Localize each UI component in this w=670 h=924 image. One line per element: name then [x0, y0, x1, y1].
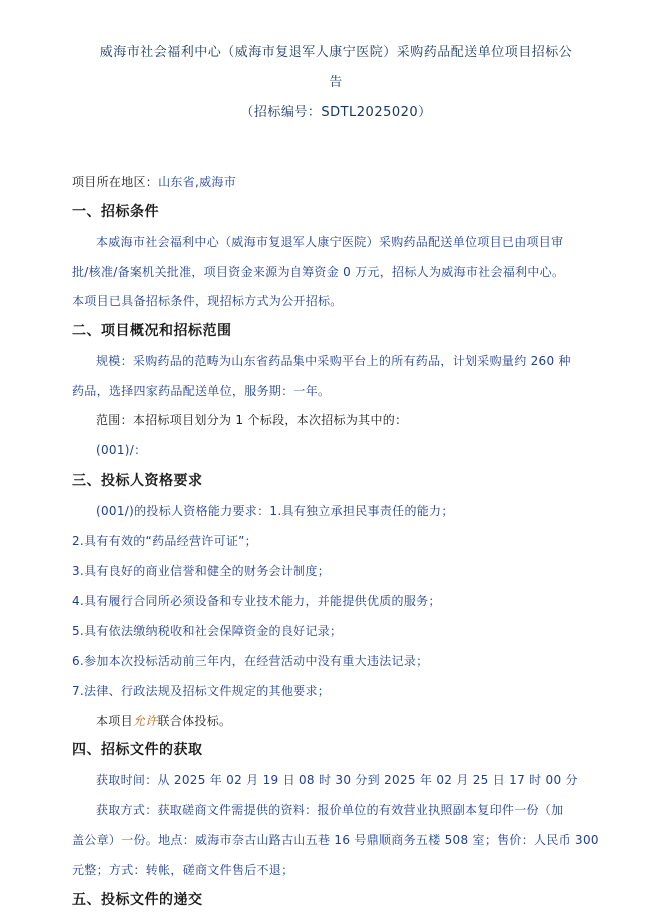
section1-paragraph-line: 本项目已具备招标条件，现招标方式为公开招标。: [72, 294, 343, 308]
page-title: 威海市社会福利中心（威海市复退军人康宁医院）采购药品配送单位项目招标公: [99, 45, 573, 60]
region-value: 山东省,威海市: [158, 175, 237, 189]
qualification-item: 7.法律、行政法规及招标文件规定的其他要求；: [72, 684, 331, 698]
qualification-item: 5.具有依法缴纳税收和社会保障资金的良好记录；: [72, 624, 343, 638]
consortium-prefix: 本项目: [96, 714, 133, 728]
qualification-item: (001/)的投标人资格能力要求：1.具有独立承担民事责任的能力；: [96, 504, 454, 518]
section2-lot-line: (001)/：: [96, 443, 147, 457]
consortium-suffix: 联合体投标。: [157, 714, 232, 728]
tender-number: （招标编号：SDTL2025020）: [240, 105, 432, 120]
project-region: [72, 173, 236, 190]
section1-paragraph-line: 批/核准/备案机关批准，项目资金来源为自筹资金 0 万元，招标人为威海市社会福利中心。: [72, 265, 565, 279]
section2-scale-line: 药品，选择四家药品配送单位，服务期：一年。: [72, 384, 331, 398]
acquisition-method-line: 元整；方式：转帐，磋商文件售后不退；: [72, 863, 294, 877]
qualification-item: 2.具有有效的“药品经营许可证”；: [72, 534, 257, 548]
acquisition-time: 获取时间：从 2025 年 02 月 19 日 08 时 30 分到 2025 年 02 月 25 日 17 时 00 分: [96, 773, 578, 787]
section-heading-bidder-qualifications: 三、投标人资格要求: [72, 473, 203, 489]
qualification-item: 3.具有良好的商业信誉和健全的财务会计制度；: [72, 564, 331, 578]
acquisition-method-line: 获取方式：获取磋商文件需提供的资料：报价单位的有效营业执照副本复印件一份（加: [96, 803, 564, 817]
section1-paragraph-line: 本威海市社会福利中心（威海市复退军人康宁医院）采购药品配送单位项目已由项目审: [96, 235, 564, 249]
region-label: 项目所在地区：: [72, 175, 159, 189]
section2-scope-line: 范围：本招标项目划分为 1 个标段，本次招标为其中的：: [96, 413, 408, 427]
acquisition-method-line: 盖公章）一份。地点：威海市奈古山路古山五巷 16 号鼎顺商务五楼 508 室；售价：人民币 300: [72, 833, 599, 847]
section-heading-document-acquisition: 四、招标文件的获取: [72, 742, 203, 758]
page-title-continued: 告: [329, 75, 343, 90]
section-heading-project-overview: 二、项目概况和招标范围: [72, 323, 232, 339]
section-heading-bid-submission: 五、投标文件的递交: [72, 892, 203, 908]
qualification-item: 6.参加本次投标活动前三年内，在经营活动中没有重大违法记录；: [72, 654, 429, 668]
consortium-flag: 允许: [132, 714, 158, 728]
consortium-statement: [96, 712, 231, 729]
section2-scale-line: 规模：采购药品的范畴为山东省药品集中采购平台上的所有药品，计划采购量约 260 种: [96, 354, 571, 368]
qualification-item: 4.具有履行合同所必须设备和专业技术能力，并能提供优质的服务；: [72, 594, 441, 608]
section-heading-tender-conditions: 一、招标条件: [72, 204, 159, 220]
